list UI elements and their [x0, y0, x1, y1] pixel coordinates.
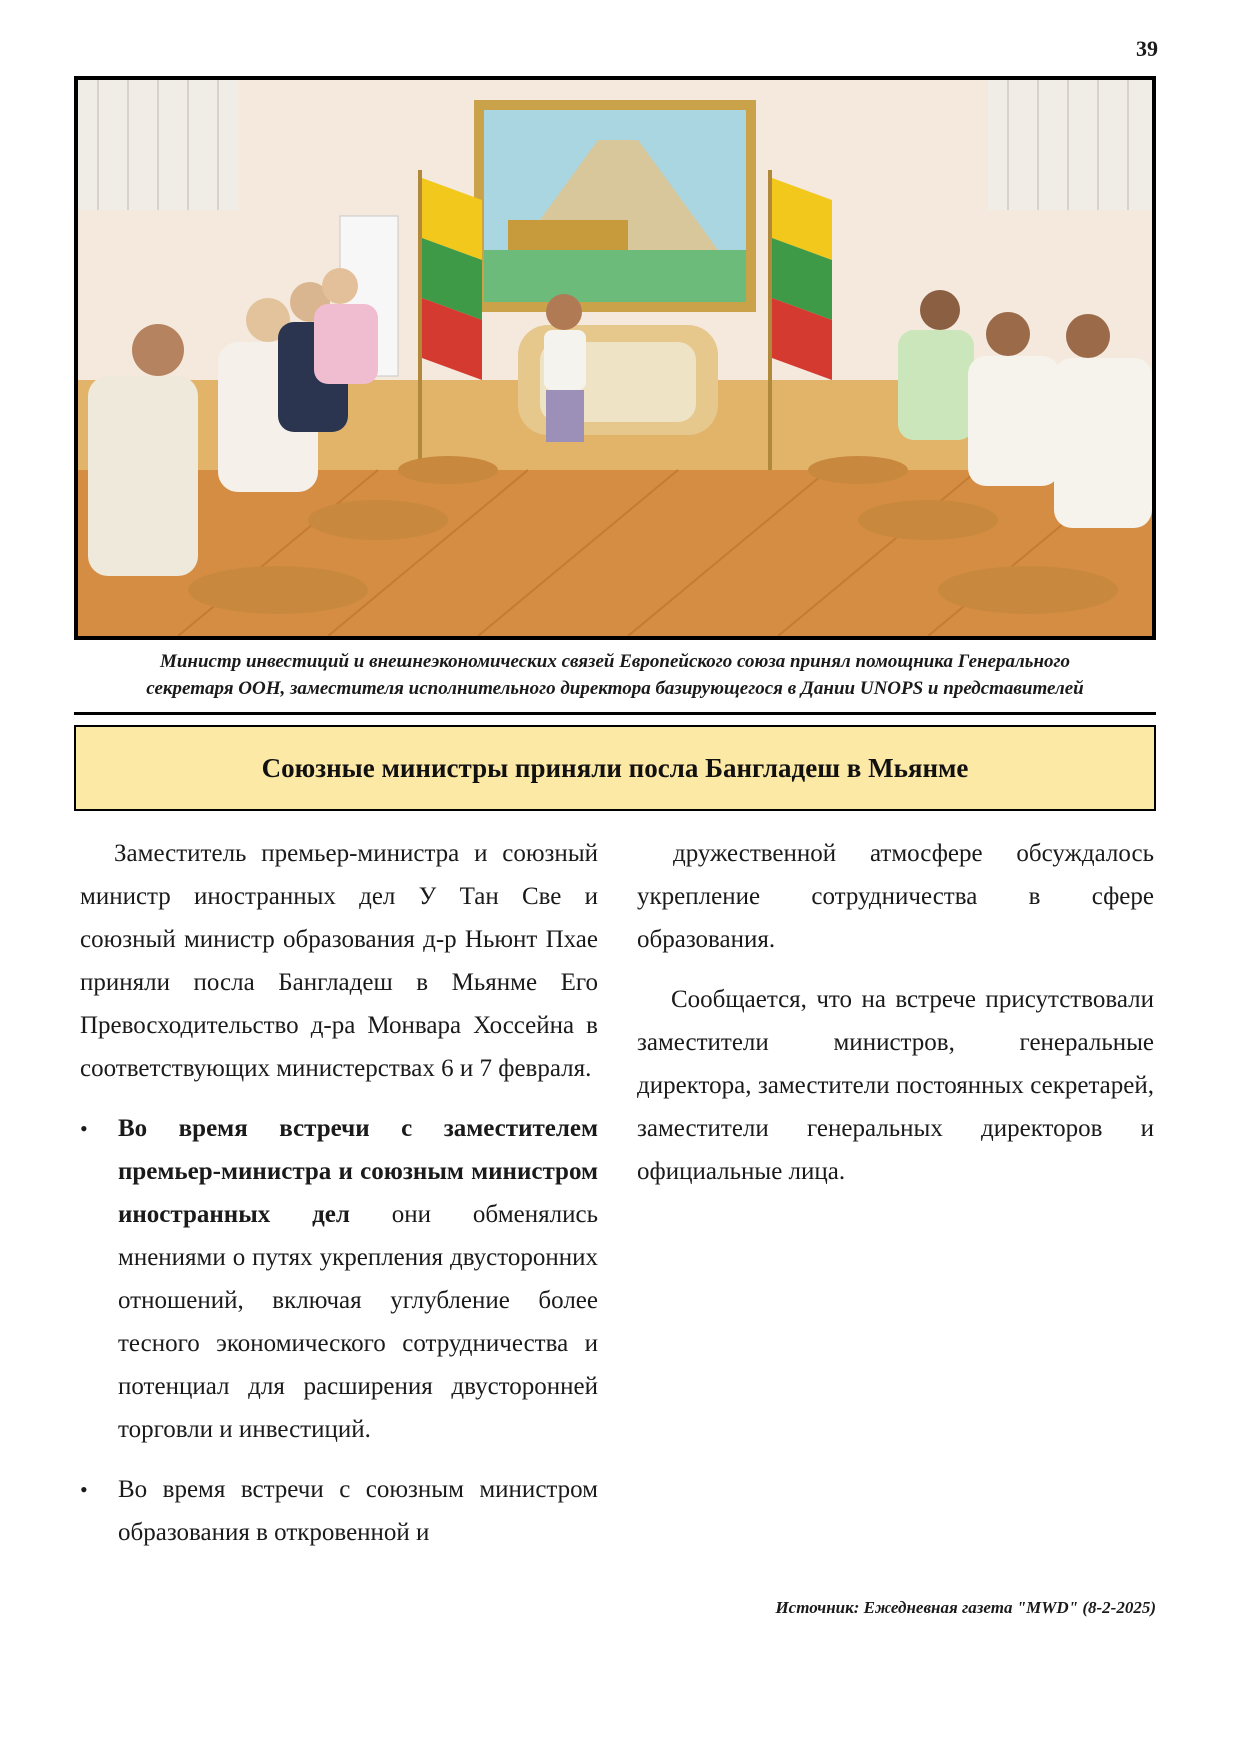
- article-column-right: [637, 832, 1154, 1210]
- caption-line: Министр инвестиций и внешнеэкономических связей Европейского союза принял помощника Генерального: [159, 651, 1071, 672]
- bullet-text: Во время встречи с союзным министром образования в откровенной и: [118, 1476, 598, 1546]
- article-column-left: [80, 832, 598, 1571]
- bullet-item: [80, 1107, 598, 1451]
- article-paragraph: Сообщается, что на встрече присутствовали заместители министров, генеральные директора, заместители постоянных секретарей, заместители генеральных директоров и официальные лица.: [637, 986, 1154, 1185]
- page-number: 39: [1136, 36, 1158, 61]
- bullet-item: [80, 1468, 598, 1554]
- bullet-continuation: дружественной атмосфере обсуждалось укрепление сотрудничества в сфере образования.: [637, 840, 1154, 953]
- meeting-photo: [74, 76, 1156, 640]
- caption-line: секретаря ООН, заместителя исполнительного директора базирующегося в Дании UNOPS и представителей: [146, 678, 1084, 699]
- meeting-photo-icon: [78, 80, 1152, 636]
- source-note: Источник: Ежедневная газета "MWD" (8-2-2025): [775, 1598, 1156, 1617]
- divider: [74, 712, 1156, 715]
- bullet-list: [80, 1107, 598, 1554]
- article-headline: Союзные министры приняли посла Бангладеш в Мьянме: [261, 752, 969, 783]
- photo-caption: [74, 648, 1156, 702]
- headline-box: [74, 725, 1156, 811]
- bullet-bold-text: Во время встречи с заместителем премьер-министра и союзным министром иностранных дел: [118, 1115, 598, 1228]
- bullet-text: они обменялись мнениями о путях укрепления двусторонних отношений, включая углубление более тесного экономического сотрудничества и потенциал для расширения двусторонней торговли и инвестиций.: [118, 1201, 598, 1443]
- article-paragraph: Заместитель премьер-министра и союзный министр иностранных дел У Тан Све и союзный министр образования д-р Ньюнт Пхае приняли посла Бангладеш в Мьянме Его Превосходительство д-ра Монвара Хоссейна в соответствующих министерствах 6 и 7 февраля.: [80, 840, 598, 1082]
